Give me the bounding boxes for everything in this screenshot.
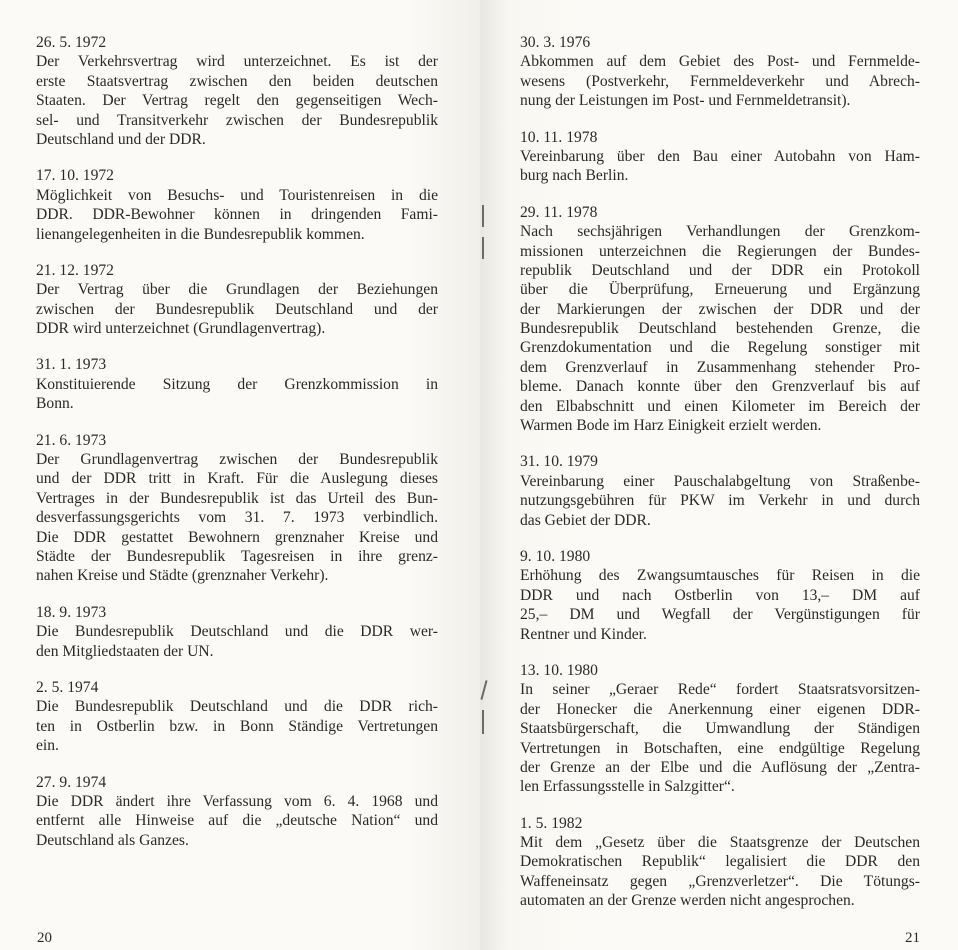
margin-mark: [482, 205, 484, 227]
entry-text-line: Mit dem „Gesetz über die Staatsgrenze der Deutschen: [520, 834, 920, 852]
entry-text-line: Vereinbarung über den Bau einer Autobahn von Ham-: [520, 147, 920, 165]
entry-text-line: nahen Kreise und Städte (grenznaher Verkehr).: [36, 567, 329, 585]
entry-date: 1. 5. 1982: [520, 814, 583, 832]
entry-text-line: Vertretungen in Botschaften, eine endgültige Regelung: [520, 739, 920, 757]
entry-text-line: über die Überprüfung, Erneuerung und Ergänzung: [520, 281, 920, 299]
entry-text-line: Möglichkeit von Besuchs- und Touristenreisen in die: [36, 186, 438, 204]
entry-text-line: zwischen der Bundesrepublik Deutschland und der: [36, 300, 438, 318]
entry-text-line: nung der Leistungen im Post- und Fernmeldetransit).: [520, 92, 851, 110]
chronology-entry: [36, 355, 438, 413]
entry-text-line: Die Bundesrepublik Deutschland und die DDR rich-: [36, 698, 438, 716]
right-page: [480, 0, 958, 950]
entry-text-line: Grenzdokumentation und die Regelung sonstiger mit: [520, 339, 920, 357]
entry-text-line: der Grenze an der Elbe und die Auflösung der „Zentra-: [520, 758, 920, 776]
entry-text-line: Staatsbürgerschaft, die Umwandlung der Ständigen: [520, 720, 920, 738]
entry-text-line: Deutschland als Ganzes.: [36, 831, 189, 849]
entry-text-line: der Honecker die Anerkennung einer eigenen DDR-: [520, 700, 920, 718]
chronology-entry: [36, 431, 438, 586]
right-page-entries: [520, 33, 920, 928]
chronology-entry: [36, 261, 438, 339]
entry-text-line: wesens (Postverkehr, Fernmeldeverkehr und Abrech-: [520, 72, 920, 90]
margin-mark: [480, 680, 487, 700]
entry-date: 31. 10. 1979: [520, 453, 598, 471]
entry-text-line: Der Verkehrsvertrag wird unterzeichnet. Es ist der: [36, 53, 438, 71]
entry-text-line: Vertrages in der Bundesrepublik ist das Urteil des Bun-: [36, 489, 438, 507]
page-number-right: 21: [905, 930, 920, 946]
entry-text-line: In seiner „Geraer Rede“ fordert Staatsratsvorsitzen-: [520, 681, 920, 699]
entry-text-line: ein.: [36, 737, 59, 755]
entry-text-line: sel- und Transitverkehr zwischen der Bundesrepublik: [36, 111, 438, 129]
entry-date: 26. 5. 1972: [36, 34, 107, 51]
entry-text-line: Abkommen auf dem Gebiet des Post- und Fernmelde-: [520, 53, 920, 71]
entry-text-line: dem Grenzverlauf in Zusammenhang stehender Pro-: [520, 358, 920, 376]
entry-text-line: Erhöhung des Zwangsumtausches für Reisen in die: [520, 567, 920, 585]
entry-text-line: und der DDR tritt in Kraft. Für die Auslegung dieses: [36, 470, 438, 488]
chronology-entry: [36, 33, 438, 149]
entry-text-line: Vereinbarung einer Pauschalabgeltung von Straßenbe-: [520, 472, 920, 490]
entry-text-line: desverfassungsgerichts vom 31. 7. 1973 verbindlich.: [36, 509, 438, 527]
chronology-entry: [520, 452, 920, 530]
entry-date: 9. 10. 1980: [520, 547, 591, 565]
entry-text-line: den Mitgliedstaaten der UN.: [36, 642, 214, 660]
entry-text-line: nutzungsgebühren für PKW im Verkehr in und durch: [520, 492, 920, 510]
entry-text-line: Demokratischen Republik“ legalisiert die DDR den: [520, 853, 920, 871]
entry-text-line: Der Vertrag über die Grundlagen der Beziehungen: [36, 281, 438, 299]
entry-text-line: Warmen Bode im Harz Einigkeit erzielt werden.: [520, 417, 822, 435]
chronology-entry: [520, 128, 920, 186]
chronology-entry: [520, 661, 920, 797]
entry-date: 27. 9. 1974: [36, 773, 107, 791]
page-number-left: 20: [37, 930, 52, 946]
entry-date: 30. 3. 1976: [520, 34, 591, 51]
entry-text-line: den Elbabschnitt und einen Kilometer im Bereich der: [520, 397, 920, 415]
entry-text-line: Bundesrepublik Deutschland bestehenden Grenze, die: [520, 320, 920, 338]
entry-text-line: DDR wird unterzeichnet (Grundlagenvertrag).: [36, 320, 326, 338]
entry-text-line: Die DDR gestattet Bewohnern grenznaher Kreise und: [36, 528, 438, 546]
entry-text-line: ten in Ostberlin bzw. in Bonn Ständige Vertretungen: [36, 717, 438, 735]
entry-text-line: der Markierungen der zwischen der DDR und der: [520, 300, 920, 318]
entry-text-line: Bonn.: [36, 395, 74, 413]
entry-text-line: bleme. Danach konnte über den Grenzverlauf bis auf: [520, 378, 920, 396]
chronology-entry: [520, 33, 920, 111]
entry-text-line: das Gebiet der DDR.: [520, 511, 651, 529]
entry-date: 21. 6. 1973: [36, 431, 107, 449]
entry-text-line: burg nach Berlin.: [520, 167, 629, 185]
entry-text-line: Der Grundlagenvertrag zwischen der Bundesrepublik: [36, 451, 438, 469]
entry-date: 2. 5. 1974: [36, 678, 99, 696]
margin-mark: [482, 237, 484, 259]
entry-text-line: DDR. DDR-Bewohner können in dringenden Fami-: [36, 206, 438, 224]
chronology-entry: [36, 603, 438, 661]
entry-date: 10. 11. 1978: [520, 128, 598, 146]
chronology-entry: [520, 814, 920, 911]
entry-text-line: republik Deutschland und der DDR ein Protokoll: [520, 261, 920, 279]
chronology-entry: [36, 166, 438, 244]
chronology-entry: [36, 678, 438, 756]
entry-text-line: Nach sechsjährigen Verhandlungen der Grenzkom-: [520, 223, 920, 241]
entry-text-line: Die DDR ändert ihre Verfassung vom 6. 4. 1968 und: [36, 792, 438, 810]
entry-text-line: Staaten. Der Vertrag regelt den gegenseitigen Wech-: [36, 92, 438, 110]
entry-date: 18. 9. 1973: [36, 603, 107, 621]
entry-text-line: erste Staatsvertrag zwischen den beiden deutschen: [36, 72, 438, 90]
entry-text-line: Städte der Bundesrepublik Tagesreisen in ihre grenz-: [36, 547, 438, 565]
entry-text-line: Rentner und Kinder.: [520, 625, 647, 643]
entry-text-line: missionen unterzeichnen die Regierungen der Bundes-: [520, 242, 920, 260]
chronology-entry: [36, 773, 438, 851]
entry-text-line: Deutschland und der DDR.: [36, 130, 206, 148]
entry-text-line: Waffeneinsatz gegen „Grenzverletzer“. Die Tötungs-: [520, 872, 920, 890]
chronology-entry: [520, 203, 920, 436]
chronology-entry: [520, 547, 920, 644]
entry-text-line: 25,– DM und Wegfall der Vergünstigungen für: [520, 606, 920, 624]
margin-mark: [482, 710, 484, 734]
entry-date: 21. 12. 1972: [36, 261, 114, 279]
entry-text-line: len Erfassungsstelle in Salzgitter“.: [520, 778, 735, 796]
entry-date: 29. 11. 1978: [520, 203, 598, 221]
entry-date: 13. 10. 1980: [520, 661, 598, 679]
entry-text-line: entfernt alle Hinweise auf die „deutsche Nation“ und: [36, 812, 438, 830]
entry-text-line: lienangelegenheiten in die Bundesrepublik kommen.: [36, 225, 365, 243]
entry-date: 17. 10. 1972: [36, 167, 114, 185]
left-page-entries: [36, 33, 438, 867]
entry-text-line: Konstituierende Sitzung der Grenzkommission in: [36, 375, 438, 393]
entry-text-line: automaten an der Grenze werden nicht angesprochen.: [520, 892, 855, 910]
entry-date: 31. 1. 1973: [36, 356, 107, 374]
entry-text-line: DDR und nach Ostberlin von 13,– DM auf: [520, 586, 920, 604]
entry-text-line: Die Bundesrepublik Deutschland und die DDR wer-: [36, 623, 438, 641]
